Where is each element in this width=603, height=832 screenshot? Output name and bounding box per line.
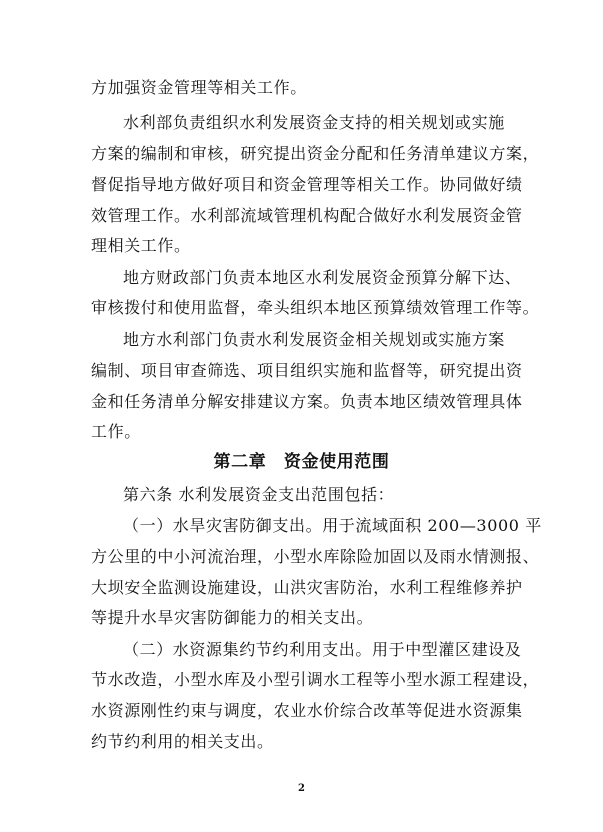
text-line-20: 节水改造，小型水库及小型引调水工程等小型水源工程建设，	[91, 670, 540, 689]
text-line-2: 水利部负责组织水利发展资金支持的相关规划或实施	[123, 113, 505, 132]
page-number: 2	[298, 783, 305, 794]
text-line-19: （二）水资源集约节约利用支出。用于中型灌区建设及	[123, 640, 522, 659]
text-line-9: 地方水利部门负责水利发展资金相关规划或实施方案	[123, 330, 505, 349]
text-line-12: 工作。	[91, 422, 141, 441]
text-line-17: 大坝安全监测设施建设，山洪灾害防治，水利工程维修养护	[91, 578, 523, 597]
text-line-3: 方案的编制和审核，研究提出资金分配和任务清单建议方案，	[91, 144, 540, 163]
text-line-11: 金和任务清单分解安排建议方案。负责本地区绩效管理具体	[91, 392, 523, 411]
text-line-18: 等提升水旱灾害防御能力的相关支出。	[91, 608, 374, 627]
text-line-5: 效管理工作。水利部流域管理机构配合做好水利发展资金管	[91, 206, 523, 225]
article-line: 第六条 水利发展资金支出范围包括：	[123, 485, 395, 504]
text-line-22: 约节约利用的相关支出。	[91, 732, 274, 751]
text-line-15: （一）水旱灾害防御支出。用于流域面积 200—3000 平	[123, 516, 542, 535]
text-line-1: 方加强资金管理等相关工作。	[91, 78, 307, 97]
text-line-10: 编制、项目审查筛选、项目组织实施和监督等，研究提出资	[91, 361, 523, 380]
chapter-heading: 第二章 资金使用范围	[213, 452, 390, 472]
text-line-7: 地方财政部门负责本地区水利发展资金预算分解下达、	[123, 268, 522, 287]
text-line-8: 审核拨付和使用监督，牵头组织本地区预算绩效管理工作等。	[91, 298, 540, 317]
text-line-6: 理相关工作。	[91, 236, 191, 255]
text-line-21: 水资源刚性约束与调度，农业水价综合改革等促进水资源集	[91, 701, 523, 720]
text-line-4: 督促指导地方做好项目和资金管理等相关工作。协同做好绩	[91, 175, 523, 194]
text-line-16: 方公里的中小河流治理，小型水库除险加固以及雨水情测报、	[91, 547, 540, 566]
